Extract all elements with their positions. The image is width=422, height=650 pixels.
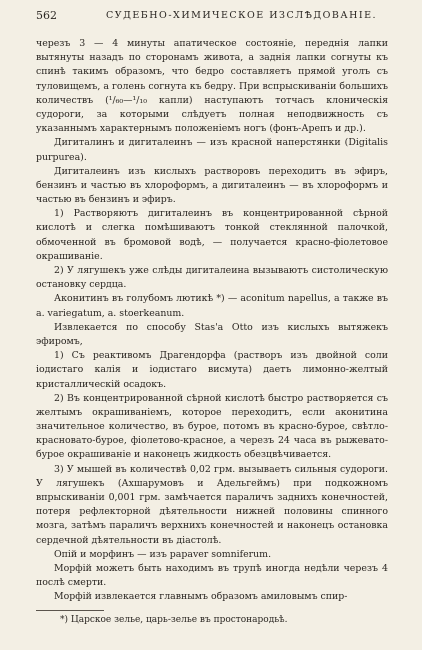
paragraph-aconitin-test-3: 3) У мышей въ количествѣ 0,02 грм. вызываетъ сильныя судороги. У лягушекъ (Ахшарумовъ и Адельгеймъ) при подкожномъ впрыскиваніи 0,001 грм. замѣчается параличъ заднихъ конечностей, потеря рефлекторной дѣятельности нижней половины спинного мозга, затѣмъ параличъ верхнихъ конечностей и наконецъ остановка сердечной дѣятельности въ діастолѣ. [36,463,388,546]
body-text [36,37,388,605]
footnote-rule [36,610,104,611]
paragraph-digitalein-test-2: 2) У лягушекъ уже слѣды дигиталеина вызываютъ систолическую остановку сердца. [36,265,388,291]
page-number: 562 [36,9,57,22]
paragraph-aconitin-heading: Аконитинъ въ голубомъ лютикѣ *) — aconitum napellus, а также въ a. variegatum, a. stoerkeanum. [36,293,388,319]
footnote: *) Царское зелье, царь-зелье въ простонародьѣ. [60,615,288,625]
running-title: СУДЕБНО-ХИМИЧЕСКОЕ ИЗСЛѢДОВАНІЕ. [106,10,378,21]
paragraph-opium-heading: Опій и морфинъ — изъ papaver somniferum. [54,548,272,560]
paragraph-digitalein-test-1: 1) Растворяютъ дигиталеинъ въ концентрированной сѣрной кислотѣ и слегка помѣшиваютъ тонкой стеклянной палочкой, обмоченной въ бромовой водѣ, — получается красно-фіолетовое окрашиваніе. [36,208,388,262]
paragraph-frog-symptoms: черезъ 3 — 4 минуты апатическое состояніе, переднія лапки вытянуты назадъ по сторонамъ живота, а заднія лапки согнуты къ спинѣ такимъ образомъ, что бедро составляетъ прямой уголъ съ туловищемъ, а голень согнута къ бедру. При вспрыскиваніи большихъ количествъ (¹/₆₀—¹/₁₀ капли) наступаютъ тотчасъ клоническія судороги, за которыми слѣдуетъ полная неподвижность съ указаннымъ характернымъ положеніемъ ногъ (фонъ-Арепъ и др.). [36,38,388,135]
paragraph-aconitin-extraction: Извлекается по способу Stas'a Otto изъ кислыхъ вытяжекъ эфиромъ, [36,321,388,347]
paragraph-aconitin-test-1: 1) Съ реактивомъ Драгендорфа (растворъ изъ двойной соли іодистаго калія и іодистаго висмута) даетъ лимонно-желтый кристаллическій осадокъ. [36,350,388,390]
paragraph-morphine-extraction: Морфій извлекается главнымъ образомъ амиловымъ спир- [54,591,348,603]
paragraph-morphine-detection: Морфій можетъ быть находимъ въ трупѣ иногда недѣли черезъ 4 послѣ смерти. [36,562,388,589]
page-header [36,8,388,24]
paragraph-digitalin-heading: Дигиталинъ и дигиталеинъ — изъ красной наперстянки (Digitalis purpurea). [36,137,388,163]
paragraph-digitalein-extraction: Дигиталеинъ изъ кислыхъ растворовъ переходитъ въ эфиръ, бензинъ и частью въ хлороформъ, а дигиталеинъ — въ хлороформъ и частью въ бензинъ и эфиръ. [36,165,388,206]
paragraph-aconitin-test-2: 2) Въ концентрированной сѣрной кислотѣ быстро растворяется съ желтымъ окрашиваніемъ, которое переходитъ, если аконитина значительное количество, въ бурое, потомъ въ красно-бурое, свѣтло-красновато-бурое, фіолетово-красное, а черезъ 24 часа въ рыжевато-бурое окрашиваніе и наконецъ жидкость обезцвѣчивается. [36,392,388,461]
